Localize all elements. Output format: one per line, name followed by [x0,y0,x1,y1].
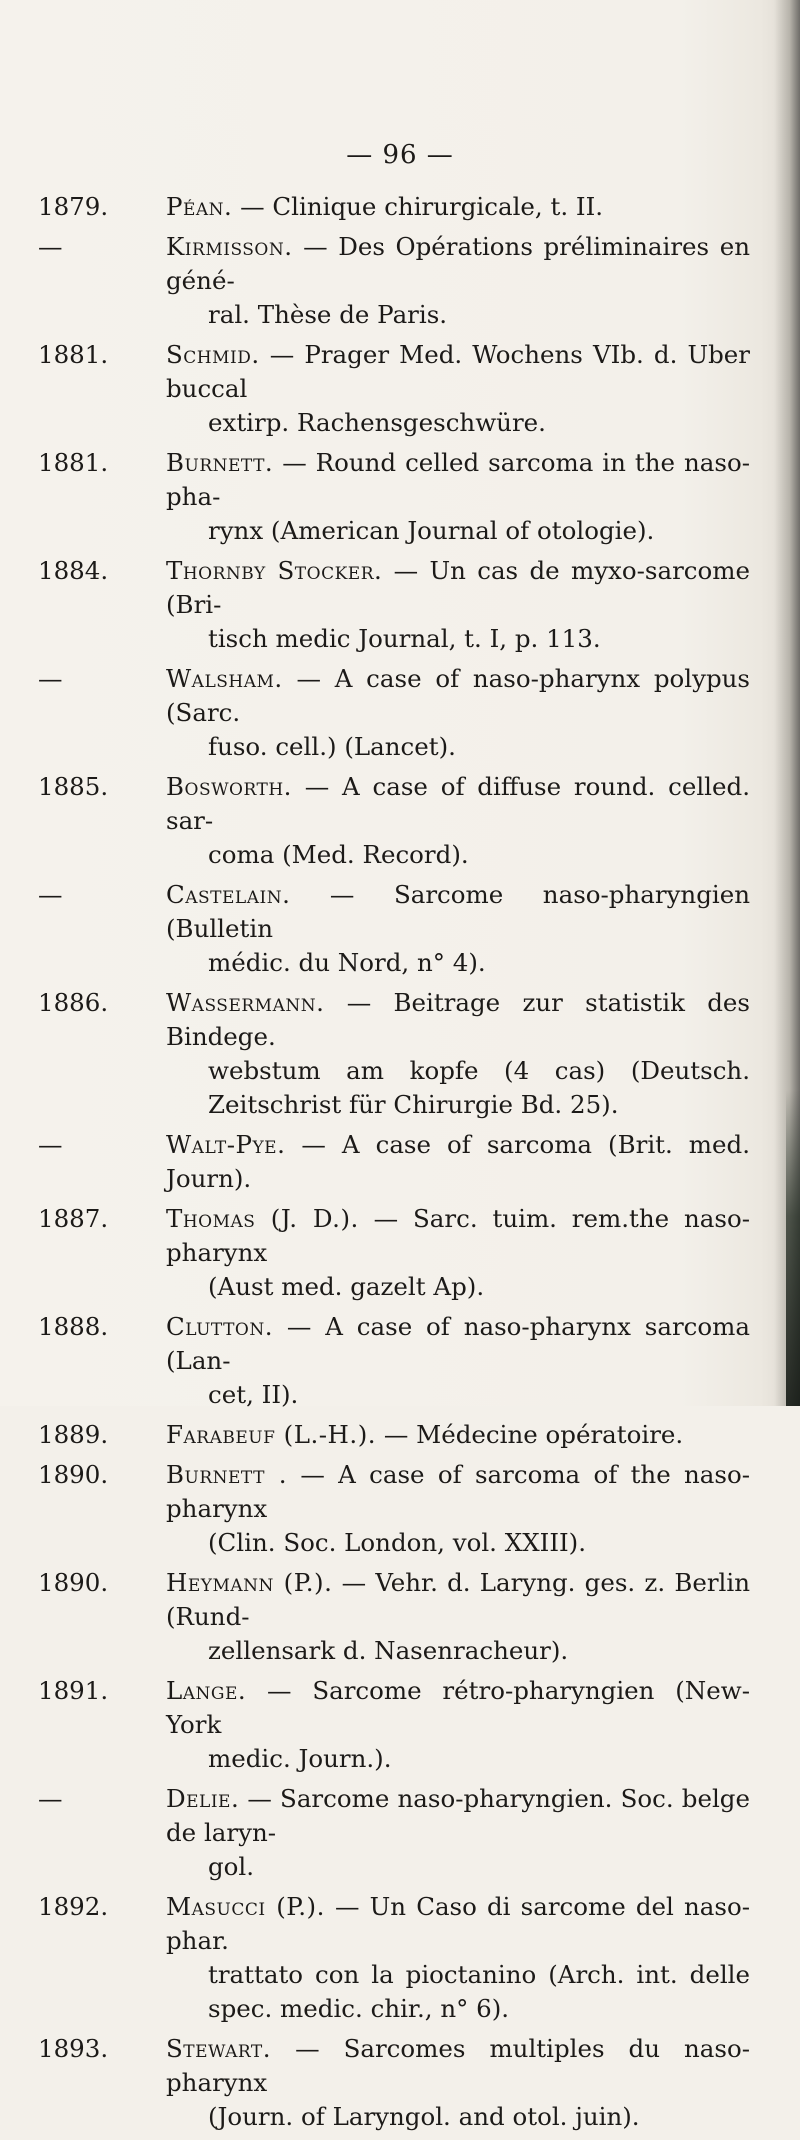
entry-title: — Prager Med. Wochens VIb. d. Uber buccal [166,340,750,403]
bibliography-entry [38,230,750,332]
entry-title: — A case of naso-pharynx polypus (Sarc. [166,664,751,727]
entry-year: 1879. [38,192,109,221]
bibliography-entry [38,1310,750,1412]
bibliography-entry [38,2032,750,2134]
entry-year: 1890. [38,1460,109,1489]
entry-continuation: cet, II). [208,1380,299,1409]
entry-continuation: coma (Med. Record). [208,840,469,869]
entry-author: Castelain. [166,880,291,909]
entry-year: — [38,664,63,693]
bibliography-entry [38,1782,750,1884]
entry-title: — Un cas de myxo-sarcome (Bri- [166,556,750,619]
entry-continuation: (Aust med. gazelt Ap). [208,1272,485,1301]
entry-year: 1891. [38,1676,109,1705]
entry-year: 1892. [38,1892,109,1921]
entry-year: — [38,232,63,261]
entry-author: Schmid. [166,340,260,369]
entry-author: Thomas (J. D.). [166,1204,359,1233]
entry-title: — Sarcomes multiples du naso-pharynx [166,2034,750,2097]
entry-first-line [166,988,750,1051]
entry-author: Burnett. [166,448,274,477]
entry-title: — Sarcome rétro-pharyngien (New-York [166,1676,750,1739]
bibliography-entry [38,770,750,872]
entry-author: Masucci (P.). [166,1892,325,1921]
entry-author: Bosworth. [166,772,292,801]
entry-first-line [166,2034,750,2097]
entry-first-line [166,232,750,295]
entry-title: — Clinique chirurgicale, t. II. [240,192,604,221]
entry-first-line [166,664,750,727]
bibliography-entry [38,878,750,980]
entry-continuation: extirp. Rachensgeschwüre. [208,408,546,437]
entry-continuation: webstum am kopfe (4 cas) (Deutsch. Zeitschrist für Chirurgie Bd. 25). [208,1056,750,1119]
entry-continuation: fuso. cell.) (Lancet). [208,732,456,761]
entry-first-line [166,772,750,835]
entry-title: — Des Opérations préliminaires en géné- [166,232,750,295]
entry-year: 1881. [38,340,109,369]
entry-author: Kirmisson. [166,232,293,261]
entry-first-line [166,192,603,221]
entry-author: Walsham. [166,664,283,693]
bibliography-entry [38,1890,750,2026]
entry-year: 1881. [38,448,109,477]
entry-title: — Sarcome naso-pharyngien (Bulletin [166,880,750,943]
entry-author: Delie. [166,1784,240,1813]
entry-continuation: médic. du Nord, n° 4). [208,948,486,977]
entry-author: Wassermann. [166,988,325,1017]
entry-title: — Vehr. d. Laryng. ges. z. Berlin (Rund- [166,1568,751,1631]
entry-title: — A case of sarcoma (Brit. med. Journ). [166,1130,750,1193]
entry-year: 1884. [38,556,109,585]
entry-first-line [166,1312,750,1375]
entry-continuation: tisch medic Journal, t. I, p. 113. [208,624,601,653]
bibliography-entry [38,1128,750,1196]
entry-author: Heymann (P.). [166,1568,333,1597]
entry-title: — A case of sarcoma of the naso-pharynx [166,1460,750,1523]
entry-first-line [166,1130,750,1193]
entry-title: — A case of diffuse round. celled. sar- [166,772,750,835]
entry-author: Walt-Pye. [166,1130,286,1159]
bibliography-entry [38,190,750,224]
entry-title: — Médecine opératoire. [383,1420,684,1449]
bibliography-entry [38,1418,750,1452]
entry-author: Péan. [166,192,233,221]
entry-year: 1886. [38,988,109,1017]
bibliography-entry [38,338,750,440]
entry-first-line [166,340,750,403]
entry-first-line [166,1676,750,1739]
entry-continuation: (Journ. of Laryngol. and otol. juin). [208,2102,640,2131]
entry-continuation: rynx (American Journal of otologie). [208,516,655,545]
entry-author: Thornby Stocker. [166,556,383,585]
entry-first-line [166,1420,683,1449]
bibliography-entry [38,1202,750,1304]
entry-first-line [166,1784,750,1847]
entry-title: — Un Caso di sarcome del naso-phar. [166,1892,750,1955]
entry-first-line [166,1460,750,1523]
page-number: — 96 — [346,140,454,170]
entry-year: 1888. [38,1312,109,1341]
entry-title: — A case of naso-pharynx sarcoma (Lan- [166,1312,750,1375]
bibliography-entry [38,1458,750,1560]
entry-continuation: (Clin. Soc. London, vol. XXIII). [208,1528,587,1557]
entry-continuation: trattato con la pioctanino (Arch. int. delle spec. medic. chir., n° 6). [208,1960,750,2023]
entry-title: — Round celled sarcoma in the naso-pha- [166,448,750,511]
entry-continuation: medic. Journ.). [208,1744,392,1773]
entry-year: 1890. [38,1568,109,1597]
entry-year: 1885. [38,772,109,801]
bibliography-entry [38,446,750,548]
entry-first-line [166,448,750,511]
entry-title: — Beitrage zur statistik des Bindege. [166,988,750,1051]
bibliography-entry [38,554,750,656]
bibliography-entry [38,986,750,1122]
entry-author: Lange. [166,1676,247,1705]
entry-first-line [166,1892,750,1955]
page-edge-dark [786,1090,800,1406]
entry-year: — [38,1130,63,1159]
entry-first-line [166,1568,750,1631]
entry-year: 1889. [38,1420,109,1449]
entry-first-line [166,880,750,943]
entry-year: 1887. [38,1204,109,1233]
entry-first-line [166,1204,750,1267]
bibliography-entry [38,1674,750,1776]
entry-author: Clutton. [166,1312,274,1341]
entry-continuation: ral. Thèse de Paris. [208,300,448,329]
bibliography-entry [38,662,750,764]
entry-author: Farabeuf (L.-H.). [166,1420,377,1449]
bibliography-list [38,190,750,2140]
entry-year: — [38,880,63,909]
entry-continuation: zellensark d. Nasenracheur). [208,1636,569,1665]
entry-author: Burnett . [166,1460,288,1489]
entry-continuation: gol. [208,1852,255,1881]
entry-year: 1893. [38,2034,109,2063]
entry-author: Stewart. [166,2034,272,2063]
bibliography-entry [38,1566,750,1668]
entry-title: — Sarc. tuim. rem.the naso-pharynx [166,1204,750,1267]
entry-year: — [38,1784,63,1813]
entry-first-line [166,556,750,619]
entry-title: — Sarcome naso-pharyngien. Soc. belge de laryn- [166,1784,750,1847]
